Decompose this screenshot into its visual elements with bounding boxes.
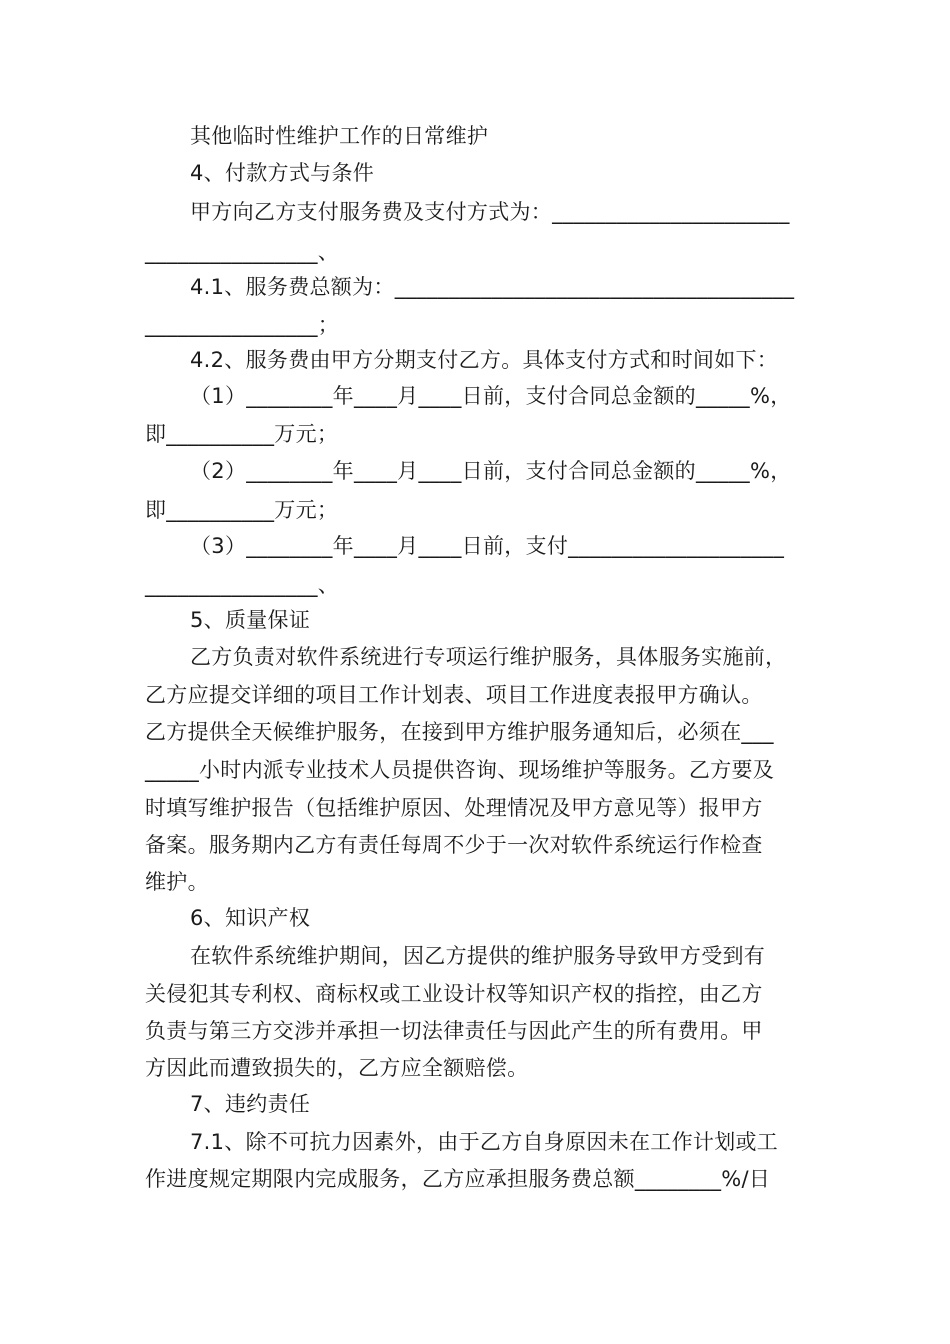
- section-heading-6: 6、知识产权: [190, 906, 311, 930]
- text-line-29: 作进度规定期限内完成服务，乙方应承担服务费总额________%/日: [145, 1167, 771, 1191]
- text-line-9: 即__________万元；: [145, 422, 339, 446]
- section-heading-7: 7、违约责任: [190, 1092, 311, 1116]
- text-line-1: 其他临时性维护工作的日常维护: [190, 124, 489, 148]
- text-line-28: 7.1、除不可抗力因素外，由于乙方自身原因未在工作计划或工: [190, 1130, 779, 1154]
- text-line-7: 4.2、服务费由甲方分期支付乙方。具体支付方式和时间如下：: [190, 348, 779, 372]
- text-line-3: 甲方向乙方支付服务费及支付方式为：______________________: [190, 200, 790, 224]
- section-heading-4: 4、付款方式与条件: [190, 161, 375, 185]
- section-heading-5: 5、质量保证: [190, 608, 311, 632]
- text-line-17: 乙方提供全天候维护服务，在接到甲方维护服务通知后，必须在___: [145, 720, 774, 744]
- text-line-13: ________________、: [145, 573, 340, 597]
- text-line-15: 乙方负责对软件系统进行专项运行维护服务，具体服务实施前，: [190, 645, 787, 669]
- text-line-25: 负责与第三方交涉并承担一切法律责任与因此产生的所有费用。甲: [145, 1019, 763, 1043]
- text-line-8: （1）________年____月____日前，支付合同总金额的_____%，: [190, 384, 792, 408]
- text-line-5: 4.1、服务费总额为：_____________________________________: [190, 275, 795, 299]
- text-line-20: 备案。服务期内乙方有责任每周不少于一次对软件系统运行作检查: [145, 833, 763, 857]
- text-line-23: 在软件系统维护期间，因乙方提供的维护服务导致甲方受到有: [190, 944, 766, 968]
- text-line-19: 时填写维护报告（包括维护原因、处理情况及甲方意见等）报甲方: [145, 796, 763, 820]
- text-line-4: ________________、: [145, 240, 340, 264]
- text-line-18: _____小时内派专业技术人员提供咨询、现场维护等服务。乙方要及: [145, 758, 775, 782]
- text-line-6: ________________；: [145, 313, 340, 337]
- text-line-26: 方因此而遭致损失的，乙方应全额赔偿。: [145, 1056, 529, 1080]
- text-line-24: 关侵犯其专利权、商标权或工业设计权等知识产权的指控，由乙方: [145, 982, 763, 1006]
- text-line-16: 乙方应提交详细的项目工作计划表、项目工作进度表报甲方确认。: [145, 683, 763, 707]
- text-line-12: （3）________年____月____日前，支付____________________: [190, 534, 785, 558]
- text-line-11: 即__________万元；: [145, 498, 339, 522]
- text-line-10: （2）________年____月____日前，支付合同总金额的_____%，: [190, 459, 792, 483]
- text-line-21: 维护。: [145, 870, 209, 894]
